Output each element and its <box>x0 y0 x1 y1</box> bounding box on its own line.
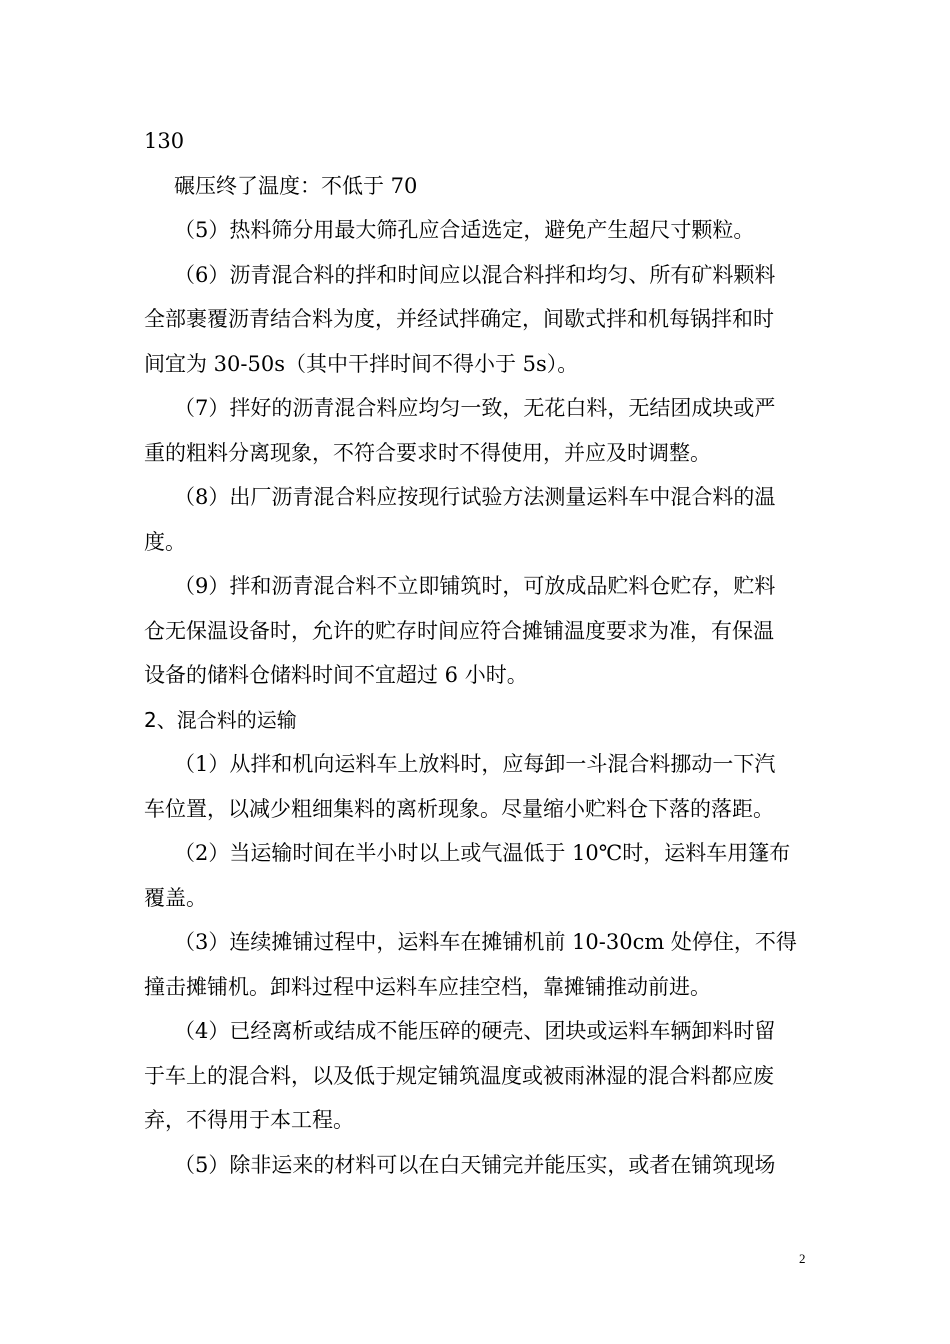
text-line: （1）从拌和机向运料车上放料时，应每卸一斗混合料挪动一下汽 <box>174 752 776 776</box>
text-line: 撞击摊铺机。卸料过程中运料车应挂空档，靠摊铺推动前进。 <box>144 974 711 999</box>
text-line: （5）热料筛分用最大筛孔应合适选定，避免产生超尺寸颗粒。 <box>174 218 755 242</box>
text-line: 间宜为 30-50s（其中干拌时间不得小于 5s）。 <box>144 351 579 376</box>
text-line: 覆盖。 <box>144 885 207 910</box>
text-line: 弃，不得用于本工程。 <box>144 1108 354 1132</box>
text-line: 度。 <box>144 529 186 554</box>
text-line: （9）拌和沥青混合料不立即铺筑时，可放成品贮料仓贮存，贮料 <box>174 574 776 598</box>
text-line: （2）当运输时间在半小时以上或气温低于 10℃时，运料车用篷布 <box>174 841 791 865</box>
text-line: （6）沥青混合料的拌和时间应以混合料拌和均匀、所有矿料颗料 <box>174 262 776 287</box>
page-number: 2 <box>799 1251 806 1266</box>
text-line: （7）拌好的沥青混合料应均匀一致，无花白料，无结团成块或严 <box>174 396 776 420</box>
section-heading: 2、混合料的运输 <box>144 707 297 732</box>
text-line: 130 <box>144 129 185 153</box>
text-line: （4）已经离析或结成不能压碎的硬壳、团块或运料车辆卸料时留 <box>174 1019 776 1043</box>
text-line: （5）除非运来的材料可以在白天铺完并能压实，或者在铺筑现场 <box>174 1152 776 1177</box>
text-line: 设备的储料仓储料时间不宜超过 6 小时。 <box>144 663 528 687</box>
text-line: 碾压终了温度：不低于 70 <box>174 173 418 198</box>
text-line: （8）出厂沥青混合料应按现行试验方法测量运料车中混合料的温 <box>174 485 776 509</box>
text-line: （3）连续摊铺过程中，运料车在摊铺机前 10-30cm 处停住，不得 <box>174 930 797 954</box>
text-line: 全部裹覆沥青结合料为度，并经试拌确定，间歇式拌和机每锅拌和时 <box>144 307 774 331</box>
text-line: 车位置，以减少粗细集料的离析现象。尽量缩小贮料仓下落的落距。 <box>144 796 774 821</box>
text-line: 重的粗料分离现象，不符合要求时不得使用，并应及时调整。 <box>144 440 711 465</box>
document-body <box>144 119 810 1187</box>
text-line: 仓无保温设备时，允许的贮存时间应符合摊铺温度要求为准，有保温 <box>144 618 774 643</box>
text-line: 于车上的混合料，以及低于规定铺筑温度或被雨淋湿的混合料都应废 <box>144 1063 774 1088</box>
